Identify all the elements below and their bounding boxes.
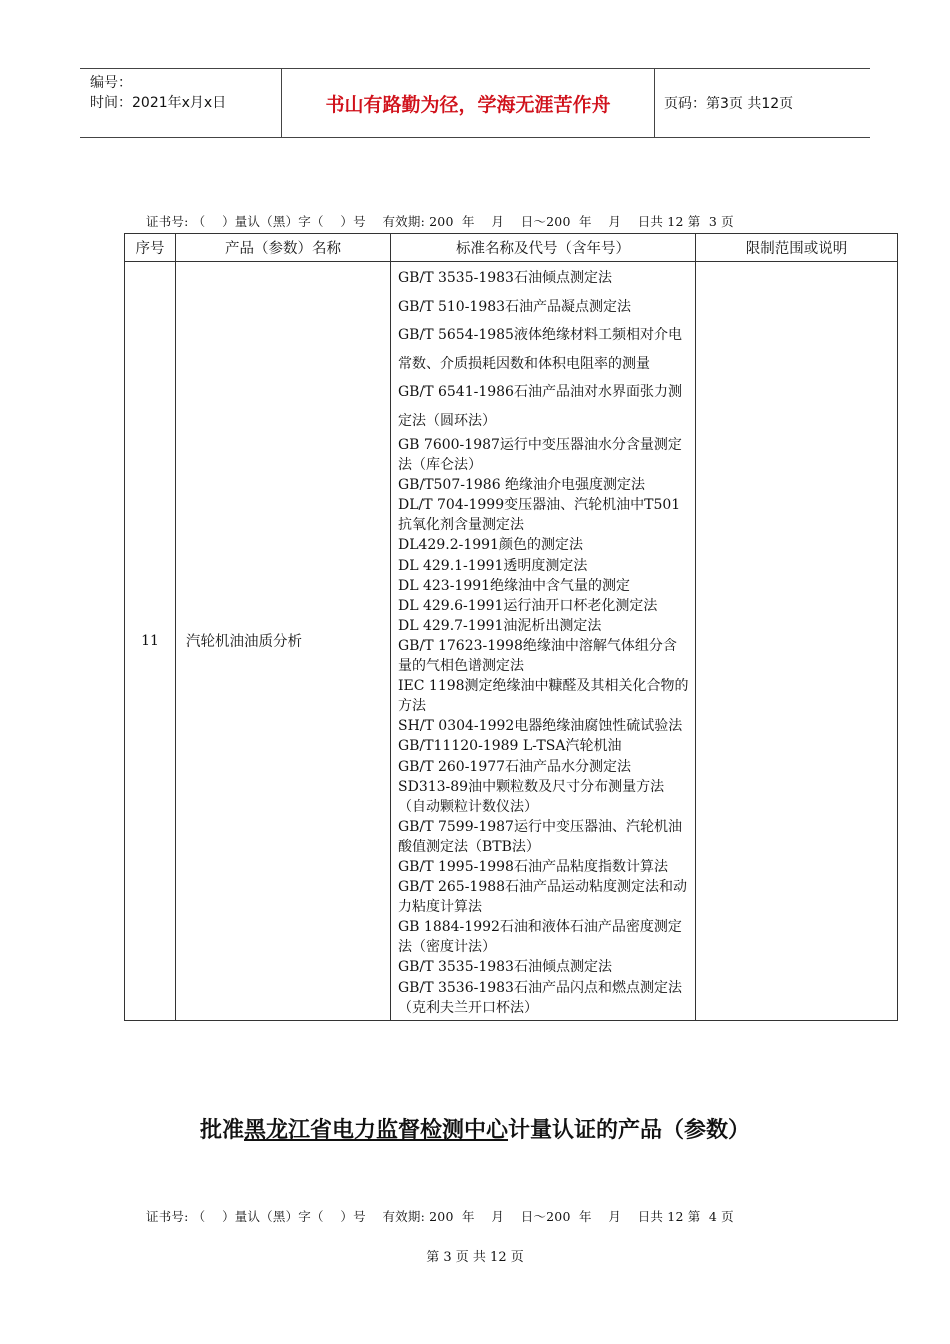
standard-item: DL 429.1-1991透明度测定法: [398, 557, 588, 574]
standard-item: DL/T 704-1999变压器油、汽轮机油中T501抗氧化剂含量测定法: [398, 497, 681, 534]
standard-item: GB 7600-1987运行中变压器油水分含量测定法（库仑法）: [398, 437, 682, 474]
table-header-row: [125, 234, 898, 262]
row-product: 汽轮机油油质分析: [176, 262, 391, 1021]
standard-item: GB/T 17623-1998绝缘油中溶解气体组分含量的气相色谱测定法: [398, 637, 677, 675]
row-number: 11: [125, 262, 176, 1021]
standard-item: SD313-89油中颗粒数及尺寸分布测量方法（自动颗粒计数仪法）: [398, 778, 665, 815]
standard-item: IEC 1198测定绝缘油中糠醛及其相关化合物的方法: [398, 678, 689, 715]
standard-item: DL 423-1991绝缘油中含气量的测定: [398, 577, 631, 594]
standard-item: GB/T 260-1977石油产品水分测定法: [398, 758, 632, 775]
code-label: 编号：: [90, 75, 132, 91]
standard-item: GB/T 1995-1998石油产品粘度指数计算法: [398, 858, 668, 875]
row-note: [696, 262, 898, 1021]
header-number: 序号: [125, 234, 176, 262]
date-label: 时间：2021年x月x日: [90, 95, 227, 111]
row-standards: [391, 262, 696, 1021]
page-label: 页码：第3页 共12页: [664, 96, 794, 112]
standard-item: GB/T 3536-1983石油产品闪点和燃点测定法（克利夫兰开口杯法）: [398, 979, 682, 1016]
standard-item: GB/T 6541-1986石油产品油对水界面张力测定法（圆环法）: [398, 384, 682, 429]
standard-item: GB/T 265-1988石油产品运动粘度测定法和动力粘度计算法: [398, 879, 688, 916]
header-left: [90, 73, 280, 113]
page-header: [80, 68, 870, 138]
cert-line-bottom: 证书号: （ ）量认（黑）字（ ）号 有效期: 200 年 月 日～200 年 月 日共 12 第 4 页: [146, 1209, 734, 1224]
approval-prefix: 批准: [199, 1118, 244, 1143]
approval-suffix: 计量认证的产品（参数）: [508, 1118, 751, 1143]
header-product: 产品（参数）名称: [176, 234, 391, 262]
motto: 书山有路勤为径，学海无涯苦作舟: [281, 69, 655, 137]
table-row: [125, 262, 898, 1021]
standard-item: GB/T 3535-1983石油倾点测定法: [398, 959, 612, 976]
standard-item: GB 1884-1992石油和液体石油产品密度测定法（密度计法）: [398, 919, 682, 956]
standard-item: GB/T 5654-1985液体绝缘材料工频相对介电常数、介质损耗因数和体积电阻率的测量: [398, 327, 682, 372]
standard-item: GB/T11120-1989 L-TSA汽轮机油: [398, 738, 622, 755]
approval-title: [0, 1113, 950, 1144]
cert-line-top: 证书号: （ ）量认（黑）字（ ）号 有效期: 200 年 月 日～200 年 月 日共 12 第 3 页: [146, 214, 734, 229]
standard-item: DL 429.7-1991油泥析出测定法: [398, 617, 602, 634]
standard-item: DL 429.6-1991运行油开口杯老化测定法: [398, 597, 658, 614]
standard-item: GB/T507-1986 绝缘油介电强度测定法: [398, 477, 646, 494]
product-table: [124, 233, 898, 1021]
standard-item: SH/T 0304-1992电器绝缘油腐蚀性硫试验法: [398, 718, 683, 735]
page-footer: 第 3 页 共 12 页: [426, 1250, 524, 1265]
standard-item: GB/T 510-1983石油产品凝点测定法: [398, 298, 632, 315]
approval-org: 黑龙江省电力监督检测中心: [243, 1118, 508, 1143]
standard-item: GB/T 7599-1987运行中变压器油、汽轮机油酸值测定法（BTB法）: [398, 818, 682, 855]
header-standard: 标准名称及代号（含年号）: [391, 234, 696, 262]
standard-item: DL429.2-1991颜色的测定法: [398, 537, 583, 554]
header-note: 限制范围或说明: [696, 234, 898, 262]
standard-item: GB/T 3535-1983石油倾点测定法: [398, 270, 612, 286]
